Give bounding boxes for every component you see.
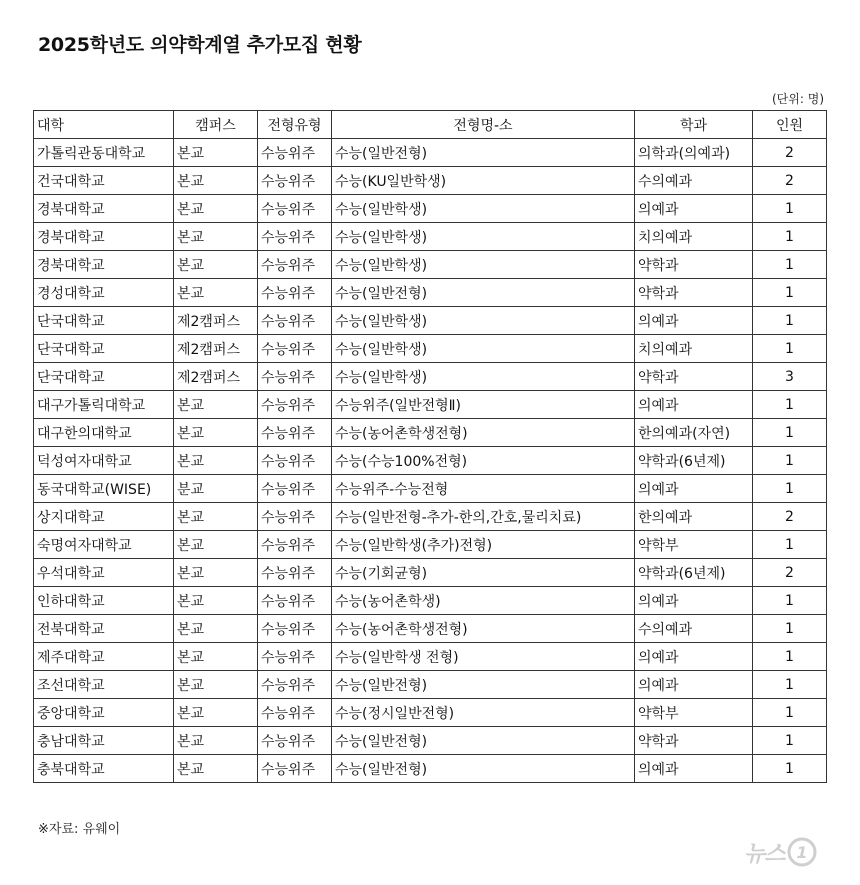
cell-count: 1 — [753, 615, 827, 643]
cell-admission-type: 수능위주 — [258, 643, 332, 671]
cell-admission-type: 수능위주 — [258, 251, 332, 279]
cell-campus: 본교 — [174, 615, 258, 643]
cell-department: 의예과 — [635, 643, 753, 671]
cell-department: 한의예과 — [635, 503, 753, 531]
cell-count: 1 — [753, 727, 827, 755]
cell-department: 수의예과 — [635, 167, 753, 195]
cell-university: 경성대학교 — [34, 279, 174, 307]
table-row — [34, 335, 827, 363]
cell-admission-type: 수능위주 — [258, 727, 332, 755]
cell-campus: 본교 — [174, 279, 258, 307]
cell-university: 덕성여자대학교 — [34, 447, 174, 475]
cell-university: 경북대학교 — [34, 195, 174, 223]
cell-department: 약학부 — [635, 531, 753, 559]
cell-department: 의예과 — [635, 755, 753, 783]
cell-university: 조선대학교 — [34, 671, 174, 699]
cell-campus: 본교 — [174, 699, 258, 727]
cell-admission-name: 수능(일반학생) — [332, 363, 635, 391]
cell-admission-type: 수능위주 — [258, 167, 332, 195]
cell-admission-type: 수능위주 — [258, 279, 332, 307]
cell-count: 2 — [753, 559, 827, 587]
cell-department: 약학과 — [635, 727, 753, 755]
cell-university: 충남대학교 — [34, 727, 174, 755]
cell-department: 의예과 — [635, 195, 753, 223]
cell-university: 대구가톨릭대학교 — [34, 391, 174, 419]
table-row — [34, 615, 827, 643]
cell-department: 약학과 — [635, 251, 753, 279]
cell-admission-name: 수능(정시일반전형) — [332, 699, 635, 727]
watermark-mark: 1 — [795, 843, 808, 862]
column-header-department: 학과 — [635, 111, 753, 139]
column-header-university: 대학 — [34, 111, 174, 139]
cell-count: 1 — [753, 531, 827, 559]
cell-university: 충북대학교 — [34, 755, 174, 783]
cell-admission-name: 수능(일반학생) — [332, 195, 635, 223]
table-row — [34, 643, 827, 671]
cell-admission-name: 수능(농어촌학생전형) — [332, 419, 635, 447]
cell-campus: 본교 — [174, 391, 258, 419]
cell-campus: 본교 — [174, 503, 258, 531]
cell-count: 1 — [753, 671, 827, 699]
cell-admission-name: 수능(일반전형-추가-한의,간호,물리치료) — [332, 503, 635, 531]
cell-campus: 본교 — [174, 531, 258, 559]
cell-admission-type: 수능위주 — [258, 587, 332, 615]
table-row — [34, 475, 827, 503]
cell-department: 치의예과 — [635, 335, 753, 363]
table-row — [34, 671, 827, 699]
cell-admission-type: 수능위주 — [258, 447, 332, 475]
cell-university: 단국대학교 — [34, 363, 174, 391]
cell-admission-type: 수능위주 — [258, 139, 332, 167]
cell-department: 약학과 — [635, 279, 753, 307]
cell-admission-type: 수능위주 — [258, 699, 332, 727]
table-row — [34, 363, 827, 391]
cell-department: 한의예과(자연) — [635, 419, 753, 447]
cell-count: 3 — [753, 363, 827, 391]
cell-admission-name: 수능(일반전형) — [332, 139, 635, 167]
cell-department: 의예과 — [635, 475, 753, 503]
cell-admission-type: 수능위주 — [258, 755, 332, 783]
cell-admission-type: 수능위주 — [258, 223, 332, 251]
document-title: 2025학년도 의약학계열 추가모집 현황 — [38, 34, 362, 56]
cell-department: 약학과(6년제) — [635, 559, 753, 587]
cell-count: 1 — [753, 195, 827, 223]
cell-count: 1 — [753, 419, 827, 447]
news1-logo-icon — [787, 837, 817, 867]
table-row — [34, 251, 827, 279]
cell-admission-type: 수능위주 — [258, 363, 332, 391]
cell-admission-name: 수능(일반전형) — [332, 279, 635, 307]
cell-university: 단국대학교 — [34, 307, 174, 335]
cell-university: 인하대학교 — [34, 587, 174, 615]
cell-admission-name: 수능(일반학생) — [332, 251, 635, 279]
table-row — [34, 391, 827, 419]
cell-department: 약학부 — [635, 699, 753, 727]
cell-admission-name: 수능(일반학생) — [332, 335, 635, 363]
cell-campus: 본교 — [174, 251, 258, 279]
cell-university: 대구한의대학교 — [34, 419, 174, 447]
cell-department: 수의예과 — [635, 615, 753, 643]
column-header-admission-name: 전형명-소 — [332, 111, 635, 139]
cell-count: 2 — [753, 503, 827, 531]
cell-admission-name: 수능(수능100%전형) — [332, 447, 635, 475]
cell-university: 경북대학교 — [34, 223, 174, 251]
table-row — [34, 727, 827, 755]
cell-admission-name: 수능(일반학생) — [332, 307, 635, 335]
cell-department: 의예과 — [635, 587, 753, 615]
admissions-table — [33, 110, 827, 783]
cell-university: 상지대학교 — [34, 503, 174, 531]
cell-university: 경북대학교 — [34, 251, 174, 279]
cell-admission-type: 수능위주 — [258, 307, 332, 335]
table-header-row — [34, 111, 827, 139]
cell-university: 우석대학교 — [34, 559, 174, 587]
cell-campus: 본교 — [174, 139, 258, 167]
cell-department: 의예과 — [635, 391, 753, 419]
cell-university: 가톨릭관동대학교 — [34, 139, 174, 167]
cell-university: 제주대학교 — [34, 643, 174, 671]
cell-admission-name: 수능위주(일반전형Ⅱ) — [332, 391, 635, 419]
cell-count: 1 — [753, 251, 827, 279]
column-header-campus: 캠퍼스 — [174, 111, 258, 139]
column-header-count: 인원 — [753, 111, 827, 139]
cell-university: 건국대학교 — [34, 167, 174, 195]
cell-campus: 분교 — [174, 475, 258, 503]
table-row — [34, 223, 827, 251]
table-row — [34, 195, 827, 223]
cell-admission-name: 수능(일반전형) — [332, 755, 635, 783]
cell-admission-type: 수능위주 — [258, 195, 332, 223]
cell-admission-type: 수능위주 — [258, 615, 332, 643]
cell-campus: 본교 — [174, 447, 258, 475]
table-row — [34, 279, 827, 307]
cell-admission-name: 수능(일반전형) — [332, 671, 635, 699]
cell-department: 약학과 — [635, 363, 753, 391]
cell-admission-type: 수능위주 — [258, 671, 332, 699]
cell-admission-type: 수능위주 — [258, 503, 332, 531]
cell-campus: 본교 — [174, 419, 258, 447]
cell-count: 1 — [753, 391, 827, 419]
cell-count: 2 — [753, 139, 827, 167]
cell-count: 1 — [753, 279, 827, 307]
cell-count: 1 — [753, 643, 827, 671]
table-row — [34, 307, 827, 335]
cell-admission-type: 수능위주 — [258, 475, 332, 503]
table-row — [34, 531, 827, 559]
column-header-admission-type: 전형유형 — [258, 111, 332, 139]
cell-admission-name: 수능위주-수능전형 — [332, 475, 635, 503]
cell-campus: 본교 — [174, 755, 258, 783]
cell-admission-type: 수능위주 — [258, 559, 332, 587]
table-row — [34, 447, 827, 475]
cell-campus: 본교 — [174, 587, 258, 615]
cell-admission-name: 수능(농어촌학생전형) — [332, 615, 635, 643]
cell-count: 1 — [753, 335, 827, 363]
cell-admission-type: 수능위주 — [258, 531, 332, 559]
table-row — [34, 699, 827, 727]
cell-department: 의예과 — [635, 307, 753, 335]
cell-admission-name: 수능(농어촌학생) — [332, 587, 635, 615]
cell-university: 숙명여자대학교 — [34, 531, 174, 559]
cell-campus: 제2캠퍼스 — [174, 335, 258, 363]
cell-campus: 본교 — [174, 727, 258, 755]
cell-admission-name: 수능(일반학생) — [332, 223, 635, 251]
table-row — [34, 167, 827, 195]
cell-campus: 본교 — [174, 671, 258, 699]
cell-admission-name: 수능(일반학생 전형) — [332, 643, 635, 671]
cell-campus: 본교 — [174, 559, 258, 587]
cell-university: 중앙대학교 — [34, 699, 174, 727]
cell-admission-type: 수능위주 — [258, 391, 332, 419]
news1-watermark — [744, 832, 834, 872]
cell-university: 단국대학교 — [34, 335, 174, 363]
source-note: ※자료: 유웨이 — [38, 822, 121, 837]
cell-count: 1 — [753, 447, 827, 475]
unit-label: (단위: 명) — [772, 92, 824, 106]
watermark-text: 뉴스 — [744, 841, 785, 867]
cell-campus: 제2캠퍼스 — [174, 307, 258, 335]
cell-campus: 제2캠퍼스 — [174, 363, 258, 391]
cell-admission-type: 수능위주 — [258, 419, 332, 447]
table-row — [34, 559, 827, 587]
cell-admission-name: 수능(일반전형) — [332, 727, 635, 755]
table-body — [34, 139, 827, 783]
cell-count: 1 — [753, 307, 827, 335]
cell-count: 2 — [753, 167, 827, 195]
cell-department: 의학과(의예과) — [635, 139, 753, 167]
cell-campus: 본교 — [174, 643, 258, 671]
cell-admission-name: 수능(일반학생(추가)전형) — [332, 531, 635, 559]
cell-university: 동국대학교(WISE) — [34, 475, 174, 503]
cell-university: 전북대학교 — [34, 615, 174, 643]
cell-count: 1 — [753, 475, 827, 503]
cell-department: 약학과(6년제) — [635, 447, 753, 475]
cell-count: 1 — [753, 223, 827, 251]
cell-admission-name: 수능(KU일반학생) — [332, 167, 635, 195]
cell-campus: 본교 — [174, 167, 258, 195]
cell-count: 1 — [753, 699, 827, 727]
cell-count: 1 — [753, 755, 827, 783]
table-row — [34, 139, 827, 167]
cell-department: 치의예과 — [635, 223, 753, 251]
cell-department: 의예과 — [635, 671, 753, 699]
cell-campus: 본교 — [174, 195, 258, 223]
table-row — [34, 755, 827, 783]
table-row — [34, 419, 827, 447]
cell-count: 1 — [753, 587, 827, 615]
cell-admission-type: 수능위주 — [258, 335, 332, 363]
cell-admission-name: 수능(기회균형) — [332, 559, 635, 587]
cell-campus: 본교 — [174, 223, 258, 251]
table-row — [34, 587, 827, 615]
table-row — [34, 503, 827, 531]
